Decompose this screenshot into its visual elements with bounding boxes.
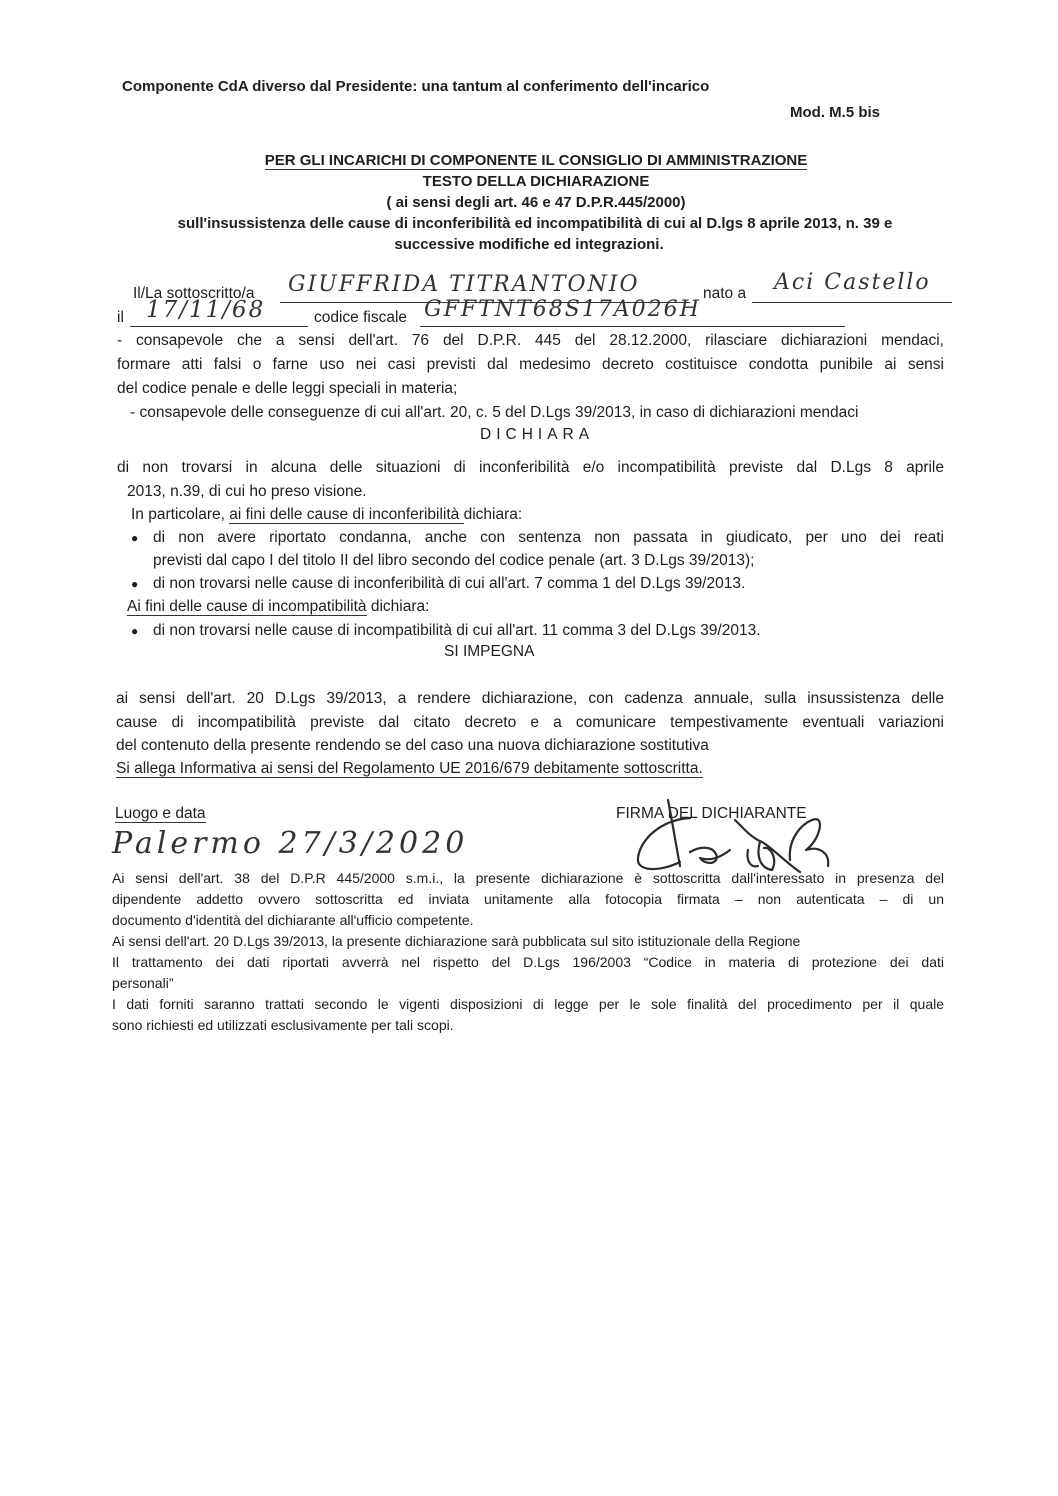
bullet-dot-1: ● <box>131 531 139 545</box>
footer-3-line-2: personali” <box>112 975 174 991</box>
signature-stroke-1 <box>638 818 690 869</box>
title-line-5: successive modifiche ed integrazioni. <box>394 236 664 253</box>
dichiara-heading: DICHIARA <box>480 426 595 443</box>
signer-label: Il/La sottoscritto/a <box>133 285 255 302</box>
impegna-heading: SI IMPEGNA <box>444 643 535 660</box>
p4-line-1: ai sensi dell'art. 20 D.Lgs 39/2013, a rendere dichiarazione, con cadenza annuale, sulla insussistenza delle <box>116 690 944 707</box>
born-label: nato a <box>703 285 747 302</box>
footer-4-line-1: I dati forniti saranno trattati secondo le vigenti disposizioni di legge per le sole finalità del procedimento per il quale <box>112 996 944 1012</box>
p1-line-1: - consapevole che a sensi dell'art. 76 del D.P.R. 445 del 28.12.2000, rilasciare dichiarazioni mendaci, <box>117 332 944 349</box>
footer-block <box>112 868 944 1036</box>
p1-line-2: formare atti falsi o farne uso nei casi previsti dal medesimo decreto costituisce condotta punibile ai sensi <box>117 356 944 373</box>
signature-stroke-6 <box>735 820 800 872</box>
p1-line-3: del codice penale e delle leggi speciali in materia; <box>117 380 458 397</box>
signer-name-handwritten: GIUFFRIDA TITRANTONIO <box>288 272 640 297</box>
title-line-3: ( ai sensi degli art. 46 e 47 D.P.R.445/2000) <box>386 194 686 211</box>
attachment-note <box>116 760 703 778</box>
footer-1-line-3: documento d'identità del dichiarante all'ufficio competente. <box>112 912 474 928</box>
p4-line-3: del contenuto della presente rendendo se del caso una nuova dichiarazione sostitutiva <box>116 737 709 754</box>
title-line-4: sull'insussistenza delle cause di inconferibilità ed incompatibilità di cui al D.lgs 8 aprile 2013, n. 39 e <box>177 215 893 232</box>
bullet-dot-2: ● <box>131 577 139 591</box>
p2: - consapevole delle conseguenze di cui all'art. 20, c. 5 del D.Lgs 39/2013, in caso di dichiarazioni mendaci <box>130 404 859 421</box>
footer-4-line-2: sono richiesti ed utilizzati esclusivamente per tali scopi. <box>112 1017 454 1033</box>
title-line-2: TESTO DELLA DICHIARAZIONE <box>422 173 650 190</box>
particolare-suffix: dichiara: <box>463 506 523 523</box>
cf-label: codice fiscale <box>314 309 408 326</box>
p3-line-1: di non trovarsi in alcuna delle situazioni di inconferibilità e/o incompatibilità previste dal D.Lgs 8 aprile <box>117 459 944 476</box>
footer-3-line-1: Il trattamento dei dati riportati avverrà nel rispetto del D.Lgs 196/2003 “Codice in materia di protezione dei dati <box>112 954 944 970</box>
place-date-handwritten: Palermo 27/3/2020 <box>112 826 469 861</box>
fiscal-code-handwritten: GFFTNT68S17A026H <box>424 297 701 322</box>
date-underline <box>130 326 308 327</box>
footer-1-line-2: dipendente addetto ovvero sottoscritta ed inviata unitamente alla fotocopia firmata – non autenticata – di un <box>112 891 944 907</box>
particolare-prefix: In particolare, <box>131 506 230 523</box>
birth-date-handwritten: 17/11/68 <box>146 297 266 323</box>
footer-2: Ai sensi dell'art. 20 D.Lgs 39/2013, la presente dichiarazione sarà pubblicata sul sito istituzionale della Regione <box>112 933 801 949</box>
bullet-dot-3: ● <box>131 624 139 638</box>
signature-stroke-3 <box>690 848 730 863</box>
firma-label: FIRMA DEL DICHIARANTE <box>616 805 807 822</box>
incompatibilita-underlined: Ai fini delle cause di incompatibilità <box>127 598 367 615</box>
incompatibilita-line <box>127 598 429 616</box>
cf-underline <box>420 326 845 327</box>
place-date-label-text: Luogo e data <box>115 805 206 822</box>
title-line-1: PER GLI INCARICHI DI COMPONENTE IL CONSIGLIO DI AMMINISTRAZIONE <box>264 152 808 169</box>
p4-line-2: cause di incompatibilità previste dal citato decreto e a comunicare tempestivamente eventuali variazioni <box>116 714 944 731</box>
signature-stroke-4 <box>747 842 774 870</box>
attachment-note-text: Si allega Informativa ai sensi del Regolamento UE 2016/679 debitamente sottoscritta. <box>116 760 703 777</box>
particolare-line <box>131 506 522 524</box>
bullet-2: di non trovarsi nelle cause di inconferibilità di cui all'art. 7 comma 1 del D.Lgs 39/2013. <box>153 575 746 592</box>
footer-1-line-1: Ai sensi dell'art. 38 del D.P.R 445/2000 s.m.i., la presente dichiarazione è sottoscritta dall'interessato in presenza del <box>112 870 944 886</box>
born-underline <box>752 302 952 303</box>
place-date-label <box>115 805 206 823</box>
signature-stroke-5 <box>790 819 828 866</box>
model-label: Mod. M.5 bis <box>790 104 880 121</box>
incompatibilita-suffix: dichiara: <box>366 598 430 615</box>
bullet-1-line-1: di non avere riportato condanna, anche con sentenza non passata in giudicato, per uno dei reati <box>153 529 944 546</box>
particolare-underlined: ai fini delle cause di inconferibilità <box>229 506 464 523</box>
born-place-handwritten: Aci Castello <box>774 270 931 295</box>
p3-line-2: 2013, n.39, di cui ho preso visione. <box>127 483 367 500</box>
header-top-line: Componente CdA diverso dal Presidente: una tantum al conferimento dell'incarico <box>122 78 710 95</box>
bullet-3: di non trovarsi nelle cause di incompatibilità di cui all'art. 11 comma 3 del D.Lgs 39/2013. <box>153 622 761 639</box>
il-label: il <box>117 309 124 326</box>
title-block <box>0 150 1058 255</box>
bullet-1-line-2: previsti dal capo I del titolo II del libro secondo del codice penale (art. 3 D.Lgs 39/2013); <box>153 552 755 569</box>
